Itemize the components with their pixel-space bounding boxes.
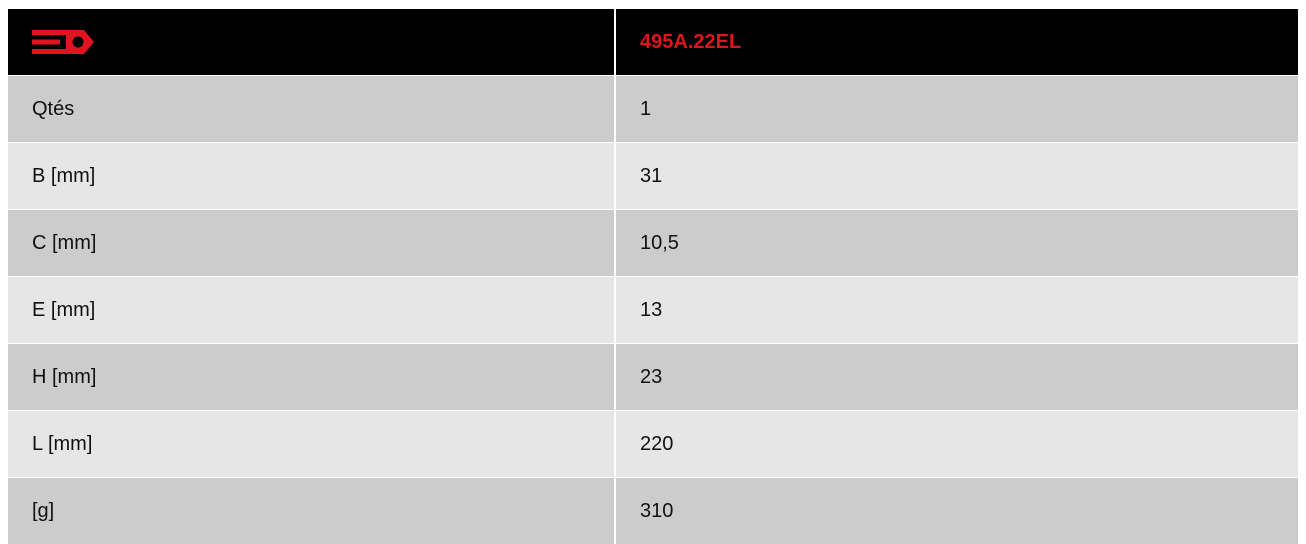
row-label: B [mm] <box>8 143 614 209</box>
brand-logo-icon <box>32 30 94 54</box>
table-row <box>8 478 1298 544</box>
table-header-row <box>8 9 1298 75</box>
row-value: 310 <box>616 478 1298 544</box>
table-row <box>8 143 1298 209</box>
table-row <box>8 277 1298 343</box>
table-row <box>8 411 1298 477</box>
row-label: L [mm] <box>8 411 614 477</box>
product-code: 495A.22EL <box>616 9 1298 75</box>
row-value: 13 <box>616 277 1298 343</box>
spec-table <box>8 9 1298 544</box>
table-row <box>8 344 1298 410</box>
row-value: 23 <box>616 344 1298 410</box>
row-value: 31 <box>616 143 1298 209</box>
row-value: 1 <box>616 76 1298 142</box>
table-row <box>8 210 1298 276</box>
row-label: [g] <box>8 478 614 544</box>
header-logo-cell <box>8 9 614 75</box>
row-label: E [mm] <box>8 277 614 343</box>
row-value: 220 <box>616 411 1298 477</box>
row-value: 10,5 <box>616 210 1298 276</box>
row-label: C [mm] <box>8 210 614 276</box>
row-label: Qtés <box>8 76 614 142</box>
table-row <box>8 76 1298 142</box>
row-label: H [mm] <box>8 344 614 410</box>
